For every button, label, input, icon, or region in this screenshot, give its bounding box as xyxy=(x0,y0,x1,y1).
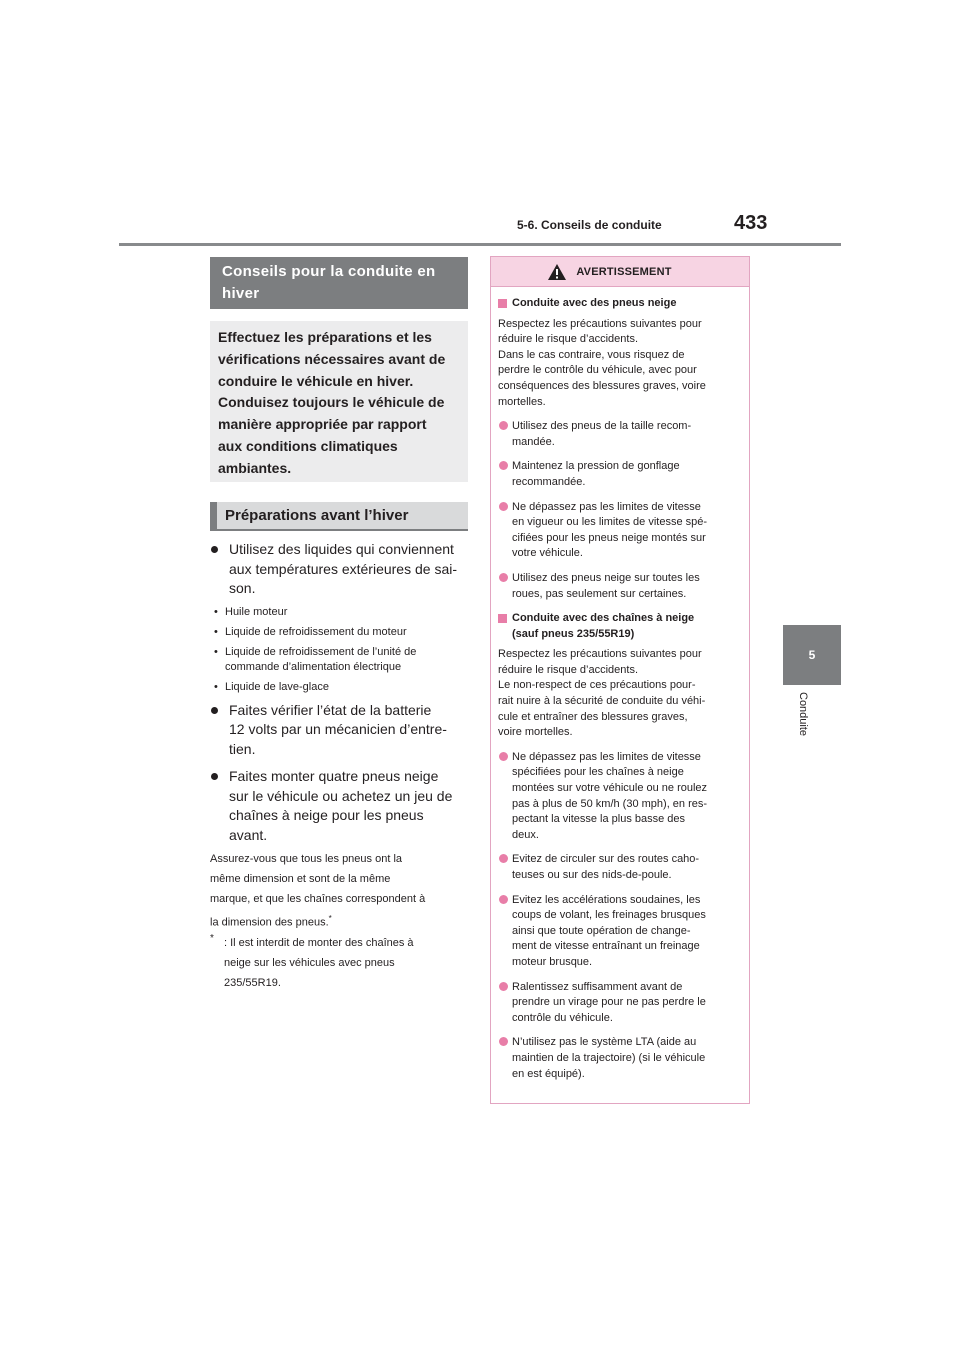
pink-dot-icon xyxy=(499,854,508,863)
text-line: rait nuire à la sécurité de conduite du véhi- xyxy=(498,695,706,708)
footnote xyxy=(210,933,468,993)
header-divider xyxy=(119,243,841,246)
warning-bullet xyxy=(498,852,742,883)
text-line: sur le véhicule ou achetez un jeu de xyxy=(229,787,453,804)
text-line: ment de vitesse entraînant un freinage xyxy=(512,940,700,953)
warning-title: AVERTISSEMENT xyxy=(576,265,672,278)
pink-dot-icon xyxy=(499,573,508,582)
text-line: moteur brusque. xyxy=(512,955,593,968)
pink-square-icon xyxy=(498,614,507,623)
text-line: maintien de la trajectoire) (si le véhicule xyxy=(512,1051,706,1064)
text-line: Respectez les précautions suivantes pour xyxy=(498,317,702,330)
text-line: Utilisez des liquides qui conviennent xyxy=(229,541,454,557)
text-line: mandée. xyxy=(512,435,555,448)
intro-line: vérifications nécessaires avant de xyxy=(218,350,446,367)
text-line: en est équipé). xyxy=(512,1067,585,1080)
intro-box xyxy=(210,321,468,482)
warning-subheading xyxy=(498,611,742,642)
text-line: Ne dépassez pas les limites de vitesse xyxy=(512,750,701,763)
pink-dot-icon xyxy=(499,895,508,904)
warning-bullet xyxy=(498,980,742,1027)
text-line: coups de volant, les freinages brusques xyxy=(512,909,706,922)
page-number: 433 xyxy=(734,212,768,234)
text-line: Dans le cas contraire, vous risquez de xyxy=(498,348,685,361)
warning-subheading xyxy=(498,296,742,312)
text-line: Conduite avec des chaînes à neige xyxy=(512,612,695,625)
bullet-dot-icon xyxy=(211,773,218,780)
text-line: contrôle du véhicule. xyxy=(512,1011,613,1024)
page-title: Conseils pour la conduite en hiver xyxy=(210,257,468,309)
intro-line: Effectuez les préparations et les xyxy=(218,329,432,345)
text-line: même dimension et sont de la même xyxy=(210,873,391,885)
text-line: spécifiées pour les chaînes à neige xyxy=(512,766,684,779)
subheading: Préparations avant l’hiver xyxy=(210,502,468,531)
text-line: Evitez de circuler sur des routes caho- xyxy=(512,853,700,866)
warning-body xyxy=(491,287,749,1082)
pink-dot-icon xyxy=(499,1037,508,1046)
pink-square-icon xyxy=(498,299,507,308)
bullet-dot-icon xyxy=(211,707,218,714)
intro-line: conduire le véhicule en hiver. xyxy=(218,372,414,389)
text-line: cifiées pour les pneus neige montés sur xyxy=(512,531,706,544)
text-line: teuses ou sur des nids-de-poule. xyxy=(512,869,672,881)
pink-dot-icon xyxy=(499,982,508,991)
text-line: conséquences des blessures graves, voire xyxy=(498,379,706,392)
text-line: Evitez les accélérations soudaines, les xyxy=(512,893,701,906)
intro-line: ambiantes. xyxy=(218,459,292,476)
fluid-list xyxy=(210,605,468,695)
bullet-dot-icon xyxy=(211,546,218,553)
text-line: roues, pas seulement sur certaines. xyxy=(512,587,687,600)
text-line: Faites monter quatre pneus neige xyxy=(229,768,439,784)
footnote-marker: * xyxy=(210,932,214,944)
list-item-label: Liquide de lave-glace xyxy=(225,680,329,693)
warning-subheading-text: Conduite avec des pneus neige xyxy=(512,297,677,309)
text-line: Utilisez des pneus de la taille recom- xyxy=(512,420,692,433)
text-line: Respectez les précautions suivantes pour xyxy=(498,648,702,661)
list-item: • Liquide de refroidissement de l’unité de commande d’alimentation électrique xyxy=(214,645,417,673)
text-line: mortelles. xyxy=(498,395,546,408)
intro-line: manière appropriée par rapport xyxy=(218,416,427,433)
warning-paragraph xyxy=(498,317,742,411)
pink-dot-icon xyxy=(499,502,508,511)
text-line: prendre un virage pour ne pas perdre le xyxy=(512,996,706,1009)
text-line: son. xyxy=(229,580,256,596)
list-item-label: Liquide de refroidissement de l’unité de commande d’alimentation électrique xyxy=(225,645,417,673)
warning-bullet xyxy=(498,571,742,602)
warning-bullet xyxy=(498,419,742,450)
list-item: • Liquide de lave-glace xyxy=(214,680,329,693)
text-line: voire mortelles. xyxy=(498,726,573,739)
text-line: recommandée. xyxy=(512,475,586,488)
text-line: 12 volts par un mécanicien d’entre- xyxy=(229,721,447,737)
list-item-label: Huile moteur xyxy=(225,605,288,618)
bullet-tires xyxy=(210,767,468,845)
warning-header xyxy=(491,257,749,287)
pink-dot-icon xyxy=(499,421,508,430)
text-line: marque, et que les chaînes correspondent à xyxy=(210,893,426,905)
note-text: la dimension des pneus. xyxy=(210,916,329,929)
text-line: réduire le risque d’accidents. xyxy=(498,663,639,676)
list-item-label: Liquide de refroidissement du moteur xyxy=(225,625,407,638)
text-line xyxy=(210,909,468,933)
warning-bullet xyxy=(498,500,742,562)
chapter-tab: 5 xyxy=(783,625,841,685)
warning-paragraph xyxy=(498,647,742,741)
text-line: perdre le contrôle du véhicule, avec pour xyxy=(498,364,697,377)
text-line: (sauf pneus 235/55R19) xyxy=(512,627,635,640)
text-line: réduire le risque d’accidents. xyxy=(498,333,639,346)
text-line: pectant la vitesse la plus basse des xyxy=(512,813,686,826)
footnote-ref: * xyxy=(328,914,332,923)
warning-triangle-icon xyxy=(548,264,566,280)
text-line: Assurez-vous que tous les pneus ont la xyxy=(210,853,403,865)
text-line: avant. xyxy=(229,826,268,843)
text-line: Utilisez des pneus neige sur toutes les xyxy=(512,571,700,584)
text-line: ainsi que toute opération de change- xyxy=(512,924,691,937)
left-column xyxy=(210,538,468,993)
text-line: 235/55R19. xyxy=(224,976,281,989)
text-line: deux. xyxy=(512,828,539,841)
text-line: Le non-respect de ces précautions pour- xyxy=(498,679,696,692)
text-line: N’utilisez pas le système LTA (aide au xyxy=(512,1036,697,1049)
warning-bullet xyxy=(498,1035,742,1082)
pink-dot-icon xyxy=(499,461,508,470)
text-line: pas à plus de 50 km/h (30 mph), en res- xyxy=(512,797,708,810)
section-title: 5-6. Conseils de conduite xyxy=(517,218,662,232)
text-line: tien. xyxy=(229,740,256,757)
text-line: chaînes à neige pour les pneus xyxy=(229,807,424,823)
text-line: neige sur les véhicules avec pneus xyxy=(224,956,395,969)
text-line: Faites vérifier l’état de la batterie xyxy=(229,701,432,718)
warning-bullet xyxy=(498,893,742,971)
intro-line: aux conditions climatiques xyxy=(218,437,398,454)
tire-note xyxy=(210,849,468,933)
warning-bullet xyxy=(498,459,742,490)
chapter-label: Conduite xyxy=(797,692,809,737)
intro-line: Conduisez toujours le véhicule de xyxy=(218,394,445,411)
text-line: Ne dépassez pas les limites de vitesse xyxy=(512,500,701,513)
text-line: : Il est interdit de monter des chaînes à xyxy=(224,936,414,949)
warning-box xyxy=(490,256,750,1104)
bullet-battery xyxy=(210,701,468,760)
list-item: • Liquide de refroidissement du moteur xyxy=(214,625,407,638)
text-line: aux températures extérieures de sai- xyxy=(229,560,457,577)
pink-dot-icon xyxy=(499,752,508,761)
text-line: montées sur votre véhicule ou ne roulez xyxy=(512,782,708,795)
bullet-fluids xyxy=(210,540,468,599)
warning-bullet xyxy=(498,750,742,844)
text-line: Maintenez la pression de gonflage xyxy=(512,460,680,473)
text-line: votre véhicule. xyxy=(512,547,583,560)
text-line: en vigueur ou les limites de vitesse spé- xyxy=(512,516,708,529)
list-item: • Huile moteur xyxy=(214,605,288,618)
text-line: Ralentissez suffisamment avant de xyxy=(512,980,683,993)
text-line: cule et entraîner des blessures graves, xyxy=(498,710,688,723)
